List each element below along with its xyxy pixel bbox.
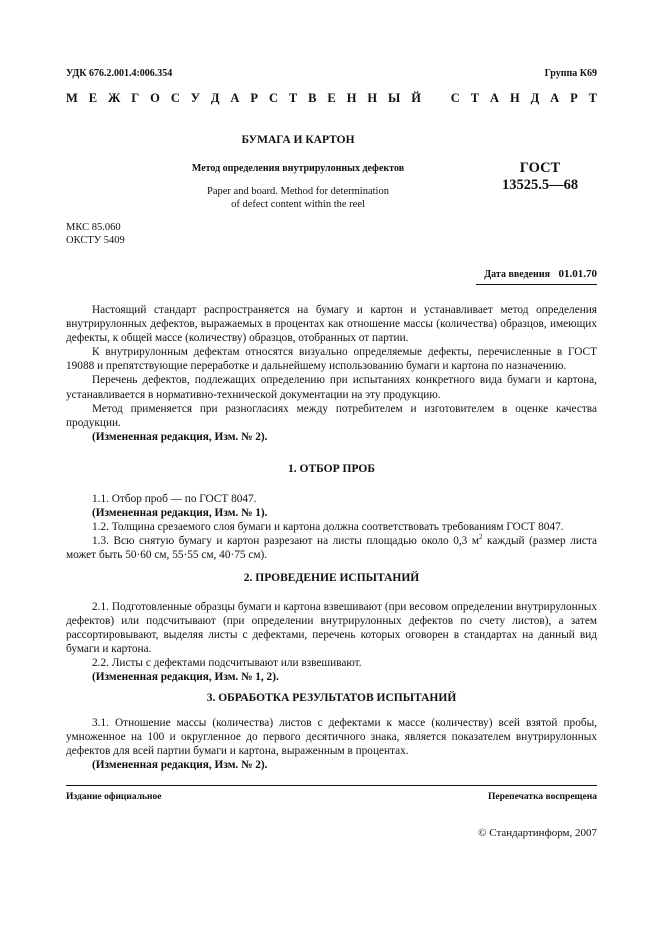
date-underline xyxy=(476,284,597,285)
amendment-note: (Измененная редакция, Изм. № 2). xyxy=(92,430,268,443)
official-edition: Издание официальное xyxy=(66,792,162,802)
introduction-date xyxy=(484,268,597,280)
okstu-code: ОКСТУ 5409 xyxy=(66,235,125,246)
banner-letter: У xyxy=(190,91,200,105)
intro-paragraph: Перечень дефектов, подлежащих определению при испытаниях конкретного вида бумаги и картона, устанавливается в нормативно-технической документации на эту продукцию. xyxy=(66,374,597,401)
amendment-note: (Измененная редакция, Изм. № 1). xyxy=(92,507,268,520)
banner-letter: Р xyxy=(570,91,578,105)
banner-letter: Ы xyxy=(388,91,401,105)
intro-paragraph: Настоящий стандарт распространяется на бумагу и картон и устанавливает метод определения внутрирулонных дефектов, выражаемых в процентах как отношение массы (количества) образцов, имеющих дефекты, к общей массе (количеству) образцов, отобранных от партии. xyxy=(66,304,597,345)
section-1-block xyxy=(66,492,597,562)
banner-letter: Т xyxy=(588,91,597,105)
english-title-line-2: of defect content within the reel xyxy=(231,199,365,210)
banner-letter: Д xyxy=(530,91,540,105)
banner-letter: Т xyxy=(470,91,480,105)
section-paragraph: 1.1. Отбор проб — по ГОСТ 8047. xyxy=(92,493,257,505)
banner-letter: Н xyxy=(509,91,520,105)
section-paragraph: 2.1. Подготовленные образцы бумаги и картона взвешивают (при весовом определении внутрирулонных дефектов) или подсчитывают (при определении внутрирулонных дефектов по счету листов), а затем рассортировывают, выделяя листы с дефектами, перечень которых оговорен в стандартах на данный вид бумаги и картона. xyxy=(66,601,597,656)
banner-letter: Е xyxy=(88,91,98,105)
banner-letter: Д xyxy=(210,91,220,105)
section-paragraph: 3.1. Отношение массы (количества) листов с дефектами к массе (количеству) всей взятой пробы, умноженное на 100 и округленное до первого десятичного знака, является показателем внутрирулонных дефектов для всей партии бумаги и картона, выраженным в процентах. xyxy=(66,717,597,758)
document-subtitle: Метод определения внутрирулонных дефектов xyxy=(191,163,405,174)
udk-code: УДК 676.2.001.4:006.354 xyxy=(66,68,173,79)
banner-letter: А xyxy=(230,91,240,105)
section-1-title: 1. ОТБОР ПРОБ xyxy=(288,463,375,475)
copyright: © Стандартинформ, 2007 xyxy=(478,827,597,839)
banner-letter: Р xyxy=(250,91,259,105)
reprint-prohibited: Перепечатка воспрещена xyxy=(487,792,597,802)
banner-letter: С xyxy=(268,91,278,105)
gost-label: ГОСТ xyxy=(519,160,561,176)
banner-letter: Н xyxy=(367,91,378,105)
intro-block xyxy=(66,303,597,444)
group-code: Группа К69 xyxy=(544,68,597,79)
banner-letter: Ж xyxy=(108,91,121,105)
banner-letter: Н xyxy=(346,91,357,105)
mks-code: МКС 85.060 xyxy=(66,222,121,233)
banner-letter: В xyxy=(308,91,317,105)
amendment-note: (Измененная редакция, Изм. № 2). xyxy=(92,759,268,772)
introduction-date-value: 01.01.70 xyxy=(558,268,597,280)
footer-rule xyxy=(66,785,597,786)
banner-letter: Й xyxy=(411,91,421,105)
banner-letter: М xyxy=(66,91,78,105)
section-paragraph: 2.2. Листы с дефектами подсчитывают или взвешивают. xyxy=(92,657,362,670)
banner-letter: А xyxy=(550,91,560,105)
intro-paragraph: К внутрирулонным дефектам относятся визуально определяемые дефекты, перечисленные в ГОСТ 19088 и препятствующие переработке и дальнейшему использованию бумаги и картона по назначению. xyxy=(66,346,597,373)
section-paragraph: 1.2. Толщина срезаемого слоя бумаги и картона должна соответствовать требованиям ГОСТ 8047. xyxy=(92,521,564,534)
section-paragraph xyxy=(66,534,597,562)
section-3-title: 3. ОБРАБОТКА РЕЗУЛЬТАТОВ ИСПЫТАНИЙ xyxy=(206,692,457,704)
banner-letter: С xyxy=(450,91,460,105)
banner-letter: Е xyxy=(327,91,336,105)
paragraph-text: 1.3. Всю снятую бумагу и картон разрезают на листы площадью около 0,3 м xyxy=(92,535,480,548)
section-2-title: 2. ПРОВЕДЕНИЕ ИСПЫТАНИЙ xyxy=(243,572,420,584)
banner-letter: А xyxy=(490,91,500,105)
paragraph-text: каждый (размер листа может быть 50·60 см, 55·55 см, 40·75 см). xyxy=(66,535,597,562)
banner-letter: Г xyxy=(131,91,140,105)
banner-letter: О xyxy=(150,91,160,105)
section-2-block xyxy=(66,600,597,685)
banner-letter: С xyxy=(170,91,180,105)
english-title-line-1: Paper and board. Method for determination xyxy=(207,186,389,197)
introduction-date-label: Дата введения xyxy=(484,269,550,280)
document-title: БУМАГА И КАРТОН xyxy=(241,134,355,146)
intro-paragraph: Метод применяется при разногласиях между потребителем и изготовителем в оценке качества продукции. xyxy=(66,402,597,429)
gost-number: 13525.5—68 xyxy=(501,177,579,193)
amendment-note: (Измененная редакция, Изм. № 1, 2). xyxy=(92,671,279,684)
banner-letter: Т xyxy=(288,91,298,105)
section-3-block xyxy=(66,716,597,772)
interstate-standard-banner xyxy=(66,91,597,106)
superscript: 2 xyxy=(479,533,483,542)
